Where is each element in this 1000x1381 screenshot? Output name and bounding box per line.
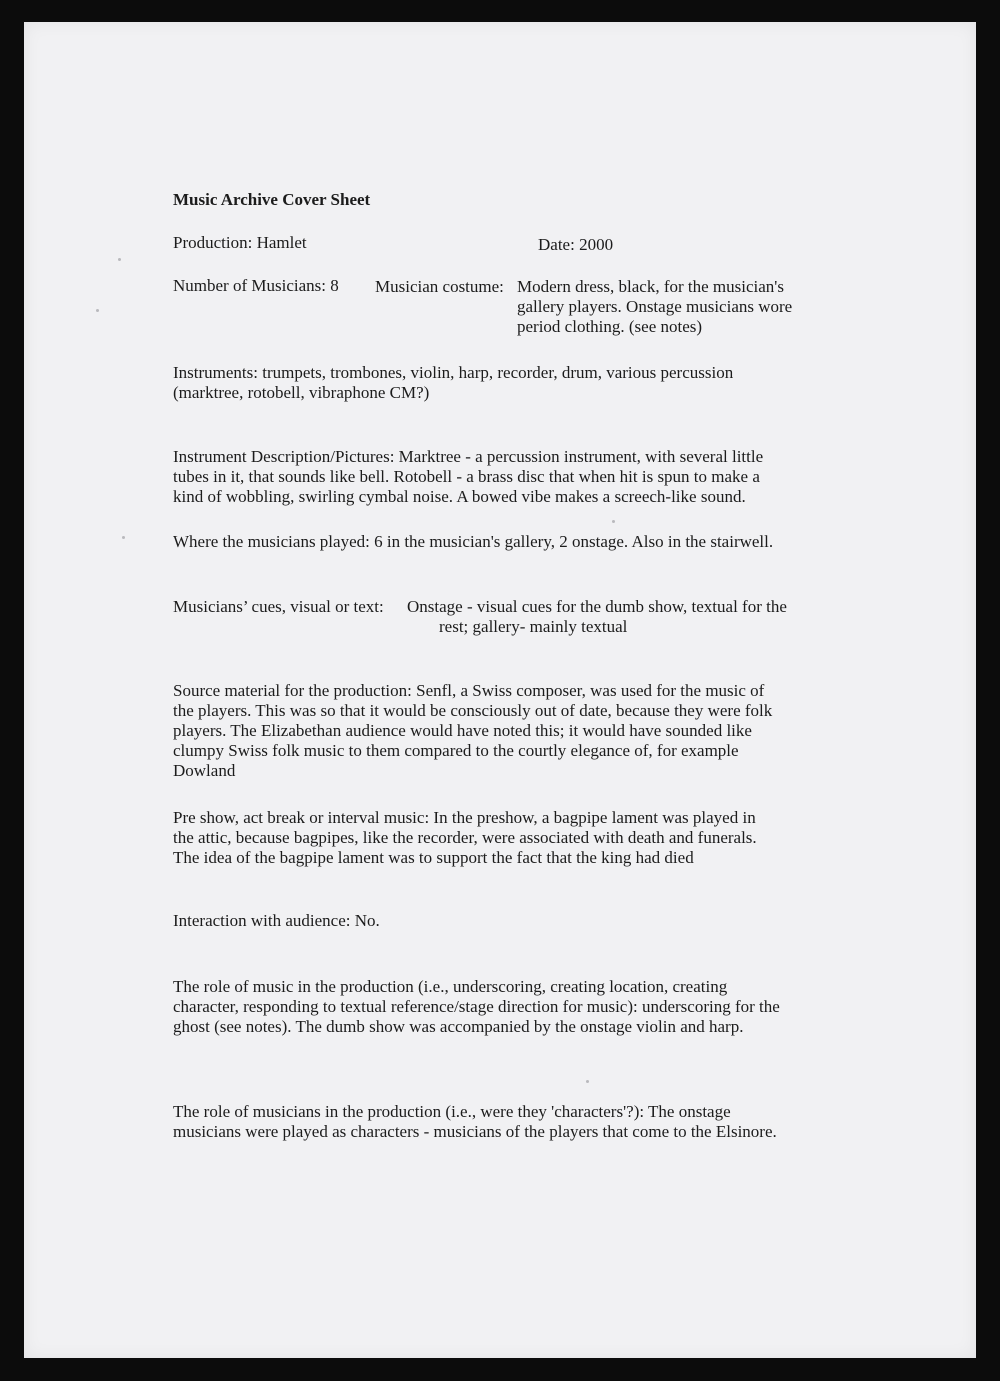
paper-speck [118, 258, 121, 261]
preshow-line: Pre show, act break or interval music: In the preshow, a bagpipe lament was played in [173, 808, 756, 827]
document-title: Music Archive Cover Sheet [173, 190, 371, 209]
description-line: tubes in it, that sounds like bell. Rotobell - a brass disc that when hit is spun to make a [173, 467, 760, 486]
where-played-field: Where the musicians played: 6 in the musician's gallery, 2 onstage. Also in the stairwell. [173, 532, 774, 551]
source-material-section [173, 681, 853, 781]
costume-line: Modern dress, black, for the musician's [517, 277, 784, 296]
cues-line: rest; gallery- mainly textual [439, 617, 628, 636]
paper-speck [586, 1080, 589, 1083]
paper-speck [96, 309, 99, 312]
instrument-description-section [173, 447, 853, 507]
paper-speck [122, 536, 125, 539]
costume-line: gallery players. Onstage musicians wore [517, 297, 793, 316]
costume-value [517, 277, 792, 337]
source-line: clumpy Swiss folk music to them compared to the courtly elegance of, for example [173, 741, 739, 760]
instruments-line: Instruments: trumpets, trombones, violin, harp, recorder, drum, various percussion [173, 363, 734, 382]
cues-label: Musicians’ cues, visual or text: [173, 597, 384, 616]
preshow-section [173, 808, 853, 868]
instruments-line: (marktree, rotobell, vibraphone CM?) [173, 383, 430, 402]
role-music-line: ghost (see notes). The dumb show was accompanied by the onstage violin and harp. [173, 1017, 744, 1036]
role-of-musicians-section [173, 1102, 853, 1142]
description-line: kind of wobbling, swirling cymbal noise. A bowed vibe makes a screech-like sound. [173, 487, 746, 506]
preshow-line: the attic, because bagpipes, like the recorder, were associated with death and funerals. [173, 828, 757, 847]
source-line: the players. This was so that it would be consciously out of date, because they were folk [173, 701, 773, 720]
description-line: Instrument Description/Pictures: Marktree - a percussion instrument, with several little [173, 447, 764, 466]
cues-line: Onstage - visual cues for the dumb show, textual for the [407, 597, 787, 616]
production-field: Production: Hamlet [173, 233, 307, 252]
role-music-line: character, responding to textual reference/stage direction for music): underscoring for the [173, 997, 780, 1016]
role-of-music-section [173, 977, 853, 1037]
source-line: Source material for the production: Senfl, a Swiss composer, was used for the music of [173, 681, 765, 700]
preshow-line: The idea of the bagpipe lament was to support the fact that the king had died [173, 848, 694, 867]
role-musicians-line: musicians were played as characters - musicians of the players that come to the Elsinore. [173, 1122, 777, 1141]
instruments-section [173, 363, 853, 403]
source-line: Dowland [173, 761, 236, 780]
costume-label: Musician costume: [375, 277, 504, 296]
role-musicians-line: The role of musicians in the production (i.e., were they 'characters'?): The onstage [173, 1102, 731, 1121]
paper-speck [612, 520, 615, 523]
costume-line: period clothing. (see notes) [517, 317, 703, 336]
musicians-count-field: Number of Musicians: 8 [173, 276, 339, 295]
role-music-line: The role of music in the production (i.e., underscoring, creating location, creating [173, 977, 728, 996]
source-line: players. The Elizabethan audience would have noted this; it would have sounded like [173, 721, 752, 740]
date-field: Date: 2000 [538, 235, 614, 254]
cues-value [407, 597, 787, 637]
interaction-field: Interaction with audience: No. [173, 911, 380, 930]
